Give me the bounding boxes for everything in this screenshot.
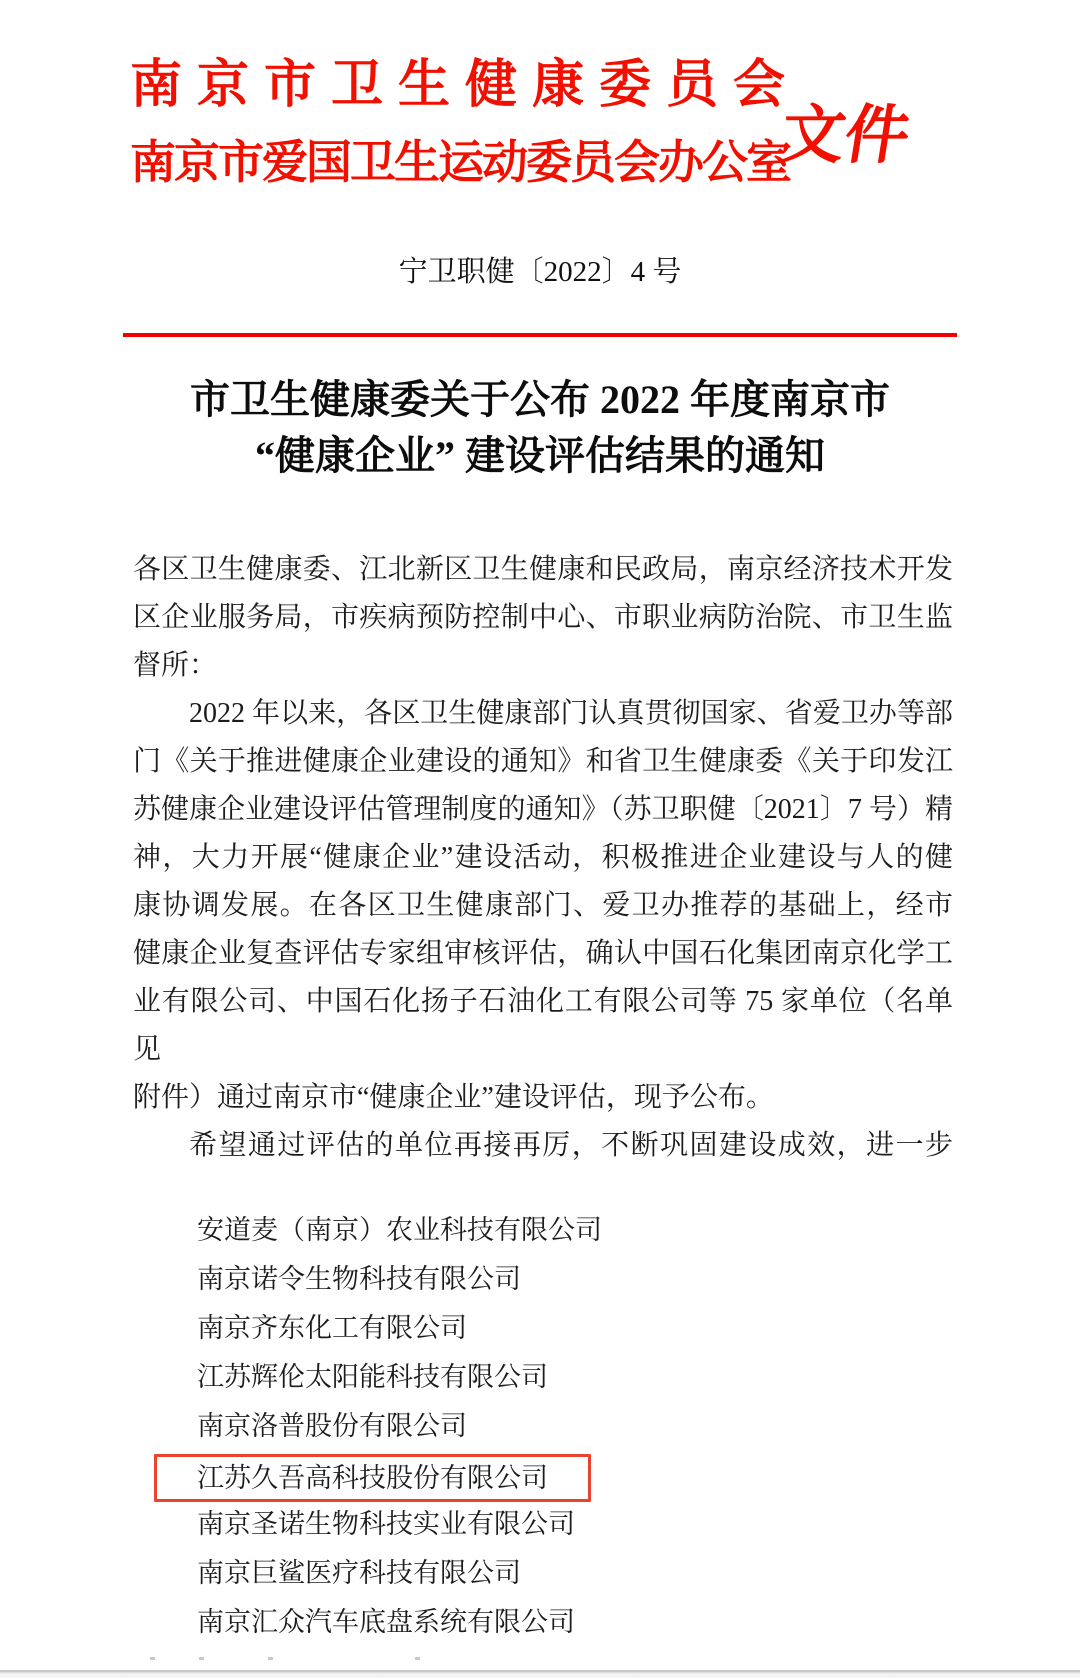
company-name: 南京汇众汽车底盘系统有限公司 [197, 1607, 575, 1637]
company-name: 南京圣诺生物科技实业有限公司 [197, 1509, 575, 1539]
body-line: 各区卫生健康委、江北新区卫生健康和民政局，南京经济技术开发 [133, 554, 953, 585]
company-list-item [197, 1255, 957, 1304]
body-line: 门《关于推进健康企业建设的通知》和省卫生健康委《关于印发江 [133, 746, 953, 777]
company-list-item [197, 1206, 957, 1255]
company-list [197, 1206, 957, 1647]
body-line: 神，大力开展“健康企业”建设活动，积极推进企业建设与人的健 [133, 842, 953, 873]
body-line: 督所： [133, 650, 218, 681]
cutoff-text-mark [199, 1657, 204, 1660]
letterhead-org-line1: 南京市卫生健康委员会 [130, 57, 801, 114]
company-list-item [197, 1304, 957, 1353]
company-name: 南京洛普股份有限公司 [197, 1411, 467, 1441]
document-number: 宁卫职健〔2022〕4 号 [398, 256, 682, 288]
company-name: 南京齐东化工有限公司 [197, 1313, 467, 1343]
body-line: 业有限公司、中国石化扬子石油化工有限公司等 75 家单位（名单见 [133, 986, 953, 1065]
body-line: 苏健康企业建设评估管理制度的通知》（苏卫职健〔2021〕7 号）精 [133, 794, 953, 825]
body-line: 康协调发展。在各区卫生健康部门、爱卫办推荐的基础上，经市 [133, 890, 953, 921]
document-title-line2: “健康企业” 建设评估结果的通知 [255, 433, 825, 478]
red-divider-line [123, 333, 957, 337]
letterhead-org-line2: 南京市爱国卫生运动委员会办公室 [130, 137, 790, 188]
company-name: 南京诺令生物科技有限公司 [197, 1264, 521, 1294]
document-title-line1: 市卫生健康委关于公布 2022 年度南京市 [190, 377, 890, 422]
company-name: 江苏辉伦太阳能科技有限公司 [197, 1362, 548, 1392]
company-list-item [197, 1549, 957, 1598]
page-bottom-edge [0, 1670, 1080, 1678]
company-name: 安道麦（南京）农业科技有限公司 [197, 1215, 602, 1245]
highlighted-company-name: 江苏久吾高科技股份有限公司 [154, 1454, 591, 1502]
cutoff-text-mark [150, 1657, 155, 1660]
body-line: 区企业服务局，市疾病预防控制中心、市职业病防治院、市卫生监 [133, 602, 953, 633]
body-line: 健康企业复查评估专家组审核评估，确认中国石化集团南京化学工 [133, 938, 953, 969]
body-line: 2022 年以来，各区卫生健康部门认真贯彻国家、省爱卫办等部 [189, 698, 953, 729]
body-line: 希望通过评估的单位再接再厉，不断巩固建设成效，进一步 [189, 1130, 953, 1161]
document-title [0, 372, 1080, 484]
company-name: 南京巨鲨医疗科技有限公司 [197, 1558, 521, 1588]
company-list-item [197, 1598, 957, 1647]
company-list-item [197, 1353, 957, 1402]
cutoff-text-mark [268, 1657, 273, 1660]
body-line: 附件）通过南京市“健康企业”建设评估，现予公布。 [133, 1082, 774, 1113]
company-list-item [197, 1451, 957, 1500]
company-list-item [197, 1402, 957, 1451]
body-text [133, 546, 953, 1170]
cutoff-text-mark [415, 1657, 420, 1660]
company-list-item [197, 1500, 957, 1549]
letterhead-document-word: 文件 [775, 100, 915, 171]
